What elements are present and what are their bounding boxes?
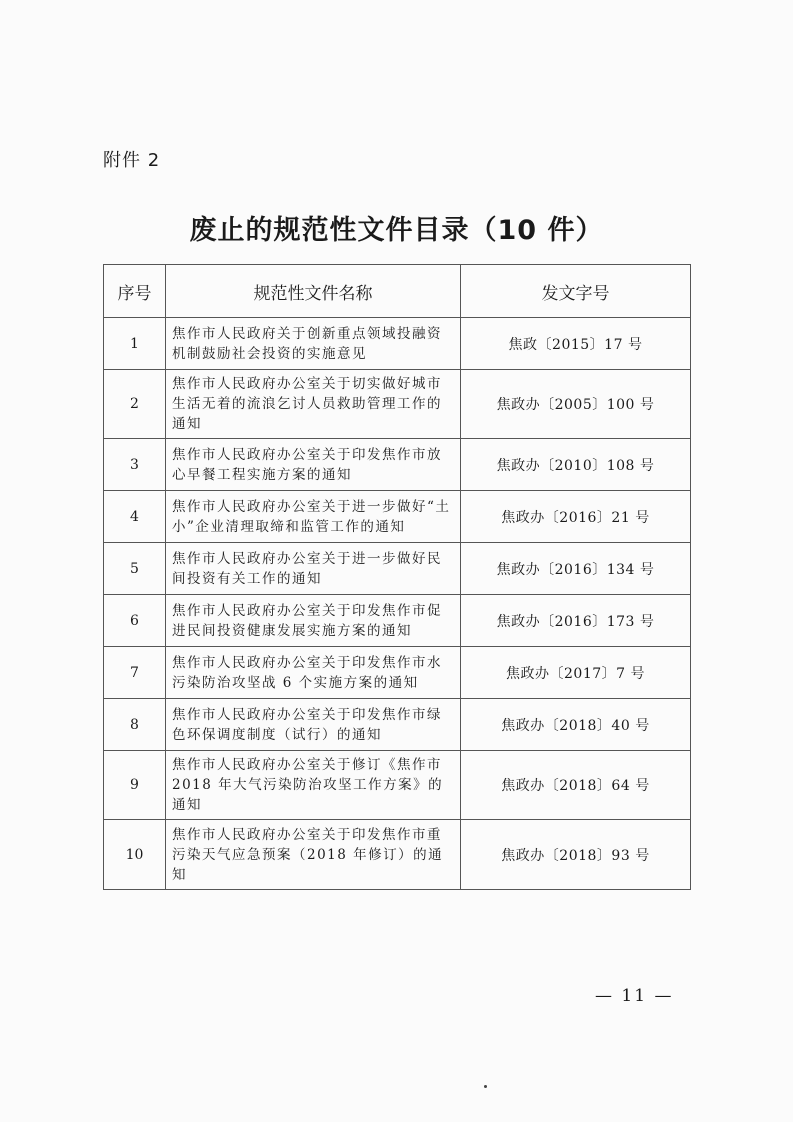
table-row <box>104 439 691 491</box>
row-serial: 5 <box>104 543 166 595</box>
row-document-name: 焦作市人民政府办公室关于修订《焦作市 2018 年大气污染防治攻坚工作方案》的通知 <box>166 751 461 820</box>
row-document-number: 焦政办〔2016〕21 号 <box>461 491 691 543</box>
table-row <box>104 543 691 595</box>
row-document-number: 焦政办〔2017〕7 号 <box>461 647 691 699</box>
row-document-name: 焦作市人民政府办公室关于进一步做好民间投资有关工作的通知 <box>166 543 461 595</box>
table-row <box>104 647 691 699</box>
row-document-name: 焦作市人民政府办公室关于印发焦作市重污染天气应急预案（2018 年修订）的通知 <box>166 820 461 890</box>
table-row <box>104 699 691 751</box>
row-document-number: 焦政办〔2016〕173 号 <box>461 595 691 647</box>
table-row <box>104 491 691 543</box>
page-title: 废止的规范性文件目录（10 件） <box>189 215 604 246</box>
row-serial: 8 <box>104 699 166 751</box>
header-serial-number: 序号 <box>104 265 166 318</box>
row-document-number: 焦政办〔2018〕40 号 <box>461 699 691 751</box>
row-document-number: 焦政办〔2005〕100 号 <box>461 370 691 439</box>
table-row <box>104 370 691 439</box>
row-document-name: 焦作市人民政府关于创新重点领域投融资机制鼓励社会投资的实施意见 <box>166 318 461 370</box>
table-row <box>104 595 691 647</box>
table-header-row <box>104 265 691 318</box>
row-document-name: 焦作市人民政府办公室关于进一步做好“土小”企业清理取缔和监管工作的通知 <box>166 491 461 543</box>
row-document-name: 焦作市人民政府办公室关于印发焦作市绿色环保调度制度（试行）的通知 <box>166 699 461 751</box>
row-serial: 7 <box>104 647 166 699</box>
table-row <box>104 318 691 370</box>
row-document-number: 焦政办〔2016〕134 号 <box>461 543 691 595</box>
row-serial: 6 <box>104 595 166 647</box>
document-catalog-table <box>103 264 691 890</box>
row-document-name: 焦作市人民政府办公室关于印发焦作市促进民间投资健康发展实施方案的通知 <box>166 595 461 647</box>
row-document-name: 焦作市人民政府办公室关于印发焦作市水污染防治攻坚战 6 个实施方案的通知 <box>166 647 461 699</box>
row-serial: 3 <box>104 439 166 491</box>
row-document-number: 焦政〔2015〕17 号 <box>461 318 691 370</box>
attachment-label: 附件 2 <box>103 150 161 171</box>
header-document-name: 规范性文件名称 <box>166 265 461 318</box>
row-serial: 10 <box>104 820 166 890</box>
row-document-name: 焦作市人民政府办公室关于印发焦作市放心早餐工程实施方案的通知 <box>166 439 461 491</box>
row-document-number: 焦政办〔2010〕108 号 <box>461 439 691 491</box>
row-serial: 2 <box>104 370 166 439</box>
row-document-number: 焦政办〔2018〕64 号 <box>461 751 691 820</box>
row-serial: 1 <box>104 318 166 370</box>
header-document-number: 发文字号 <box>461 265 691 318</box>
scan-speck <box>484 1085 487 1088</box>
row-serial: 9 <box>104 751 166 820</box>
page-number: — 11 — <box>595 986 674 1006</box>
row-serial: 4 <box>104 491 166 543</box>
table-row <box>104 820 691 890</box>
row-document-name: 焦作市人民政府办公室关于切实做好城市生活无着的流浪乞讨人员救助管理工作的通知 <box>166 370 461 439</box>
row-document-number: 焦政办〔2018〕93 号 <box>461 820 691 890</box>
table-row <box>104 751 691 820</box>
